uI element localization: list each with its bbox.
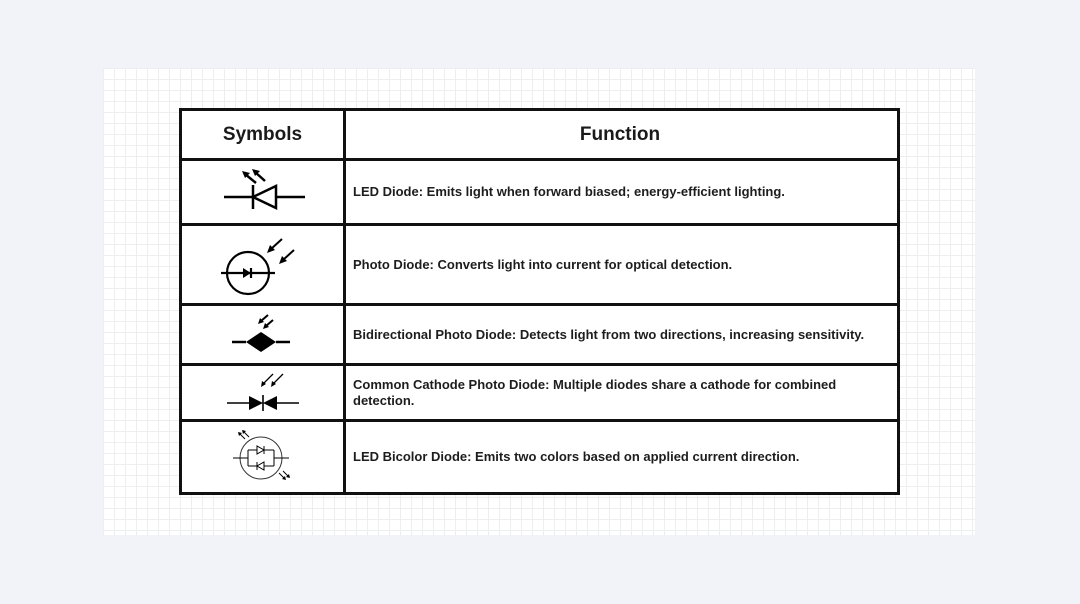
led-diode-icon <box>218 167 308 217</box>
table-row <box>182 306 897 366</box>
table-row <box>182 161 897 226</box>
led-bicolor-diode-icon <box>231 429 295 485</box>
function-text: LED Bicolor Diode: Emits two colors based on applied current direction. <box>353 449 800 464</box>
table-header-row <box>182 111 897 161</box>
photo-diode-icon <box>218 233 308 297</box>
header-function: Function <box>579 123 661 145</box>
table-row <box>182 422 897 492</box>
table-row <box>182 226 897 306</box>
function-text: Bidirectional Photo Diode: Detects light from two directions, increasing sensitivity. <box>353 326 865 342</box>
function-text: Common Cathode Photo Diode: Multiple diodes share a cathode for combined detection. <box>353 376 837 408</box>
common-cathode-photo-diode-icon <box>225 370 301 416</box>
function-text: LED Diode: Emits light when forward biased; energy-efficient lighting. <box>353 184 785 199</box>
function-text: Photo Diode: Converts light into current for optical detection. <box>353 256 733 272</box>
bidirectional-photo-diode-icon <box>228 312 298 358</box>
table-row <box>182 366 897 422</box>
diode-symbols-table <box>179 108 900 495</box>
header-symbols: Symbols <box>182 111 346 158</box>
